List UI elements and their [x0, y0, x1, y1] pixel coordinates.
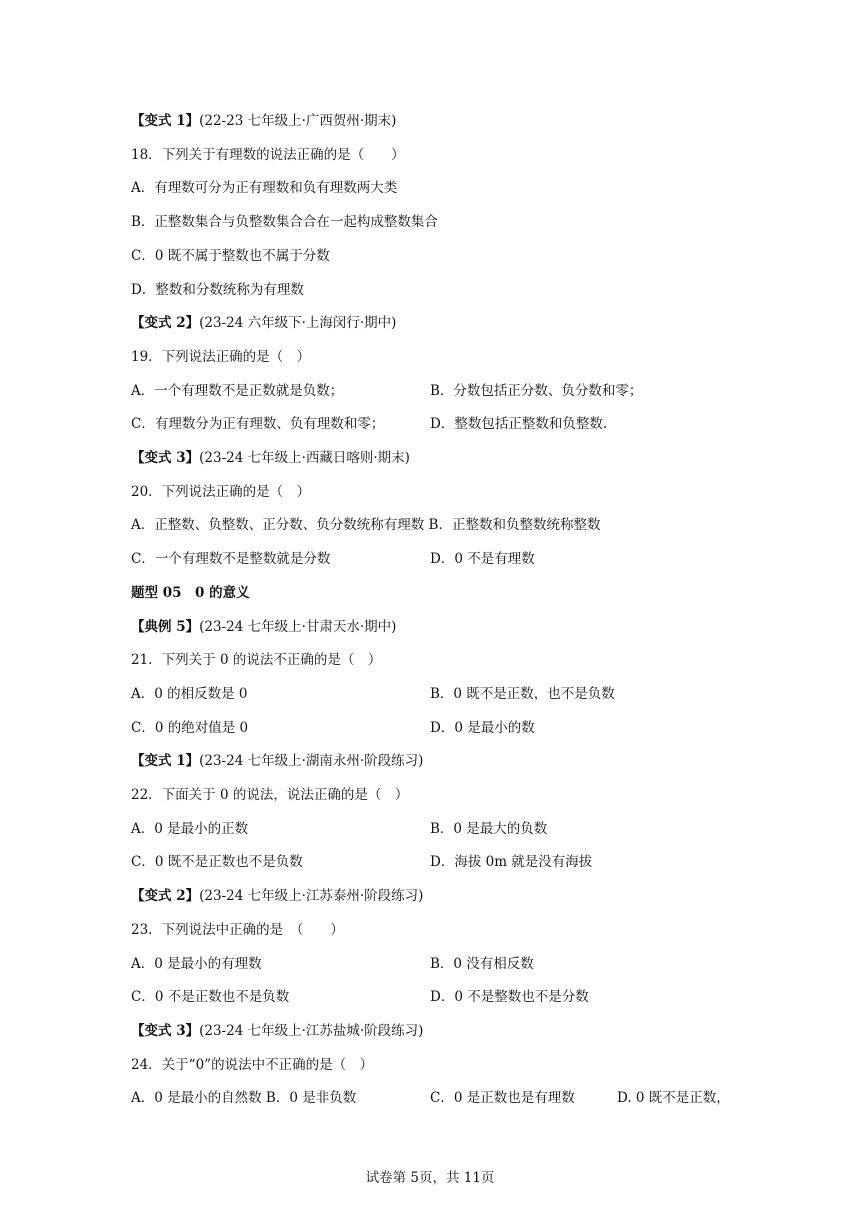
- option-right: B．0 是最大的负数: [430, 821, 548, 837]
- variant-source: [131, 449, 410, 467]
- question-stem: 19．下列说法正确的是（ ）: [131, 349, 311, 365]
- option-row: [131, 955, 534, 973]
- question-stem: 20．下列说法正确的是（ ）: [131, 484, 311, 500]
- option-row: [131, 988, 589, 1006]
- option-right: D．0 不是有理数: [430, 551, 535, 567]
- option-left: A．0 是最小的有理数: [131, 956, 262, 972]
- option-left: A．0 的相反数是 0: [131, 686, 248, 702]
- option-row: [131, 415, 608, 433]
- option-line: D．整数和分数统称为有理数: [131, 282, 304, 298]
- variant-source: [131, 314, 396, 332]
- option-left: C．有理数分为正有理数、负有理数和零；: [131, 416, 385, 432]
- variant-source: [131, 1022, 423, 1040]
- variant-source: [131, 112, 396, 130]
- option-left: C．0 的绝对值是 0: [131, 720, 249, 736]
- option-line: A．正整数、负整数、正分数、负分数统称有理数 B．正整数和负整数统称整数: [131, 517, 601, 533]
- variant-source: [131, 887, 423, 905]
- variant-label: 【变式 2】: [131, 315, 200, 331]
- option-row: [131, 550, 535, 568]
- variant-origin: (22-23 七年级上·广西贺州·期末): [199, 113, 397, 129]
- page-footer: 试卷第 5页，共 11页: [365, 1170, 495, 1186]
- option-line: B．正整数集合与负整数集合合在一起构成整数集合: [131, 214, 438, 230]
- option-d: D. 0 既不是正数，: [617, 1090, 730, 1106]
- option-row: [131, 685, 615, 703]
- option-right: D．0 不是整数也不是分数: [430, 989, 589, 1005]
- variant-label: 【变式 2】: [131, 888, 200, 904]
- variant-origin: (23-24 七年级上·西藏日喀则·期末): [199, 450, 410, 466]
- option-right: B．0 没有相反数: [430, 956, 534, 972]
- question-stem: 22．下面关于 0 的说法，说法正确的是（ ）: [131, 787, 409, 803]
- section-heading: 题型 05 0 的意义: [131, 585, 250, 601]
- option-line: C．0 既不属于整数也不属于分数: [131, 248, 330, 264]
- option-right: D．整数包括正整数和负整数.: [430, 416, 608, 432]
- option-left: A．0 是最小的正数: [131, 821, 249, 837]
- option-row: [131, 853, 593, 871]
- variant-origin: (23-24 七年级上·甘肃天水·期中): [199, 619, 397, 635]
- variant-label: 【变式 1】: [131, 753, 200, 769]
- option-ab: A．0 是最小的自然数 B．0 是非负数: [131, 1090, 357, 1106]
- option-right: B．分数包括正分数、负分数和零；: [430, 383, 643, 399]
- variant-label: 【变式 3】: [131, 1023, 200, 1039]
- question-stem: 18．下列关于有理数的说法正确的是（ ）: [131, 147, 405, 163]
- variant-source: [131, 752, 423, 770]
- variant-origin: (23-24 七年级上·湖南永州·阶段练习): [199, 753, 424, 769]
- option-left: A．一个有理数不是正数就是负数；: [131, 383, 344, 399]
- option-row: [131, 1089, 730, 1107]
- variant-label: 【变式 1】: [131, 113, 200, 129]
- variant-label: 【变式 3】: [131, 450, 200, 466]
- option-line: A．有理数可分为正有理数和负有理数两大类: [131, 180, 398, 196]
- variant-source: [131, 618, 396, 636]
- variant-origin: (23-24 七年级上·江苏泰州·阶段练习): [199, 888, 424, 904]
- option-row: [131, 820, 548, 838]
- question-stem: 21．下列关于 0 的说法不正确的是（ ）: [131, 652, 382, 668]
- option-right: D．海拔 0m 就是没有海拔: [430, 854, 593, 870]
- option-c: C．0 是正数也是有理数: [430, 1090, 575, 1106]
- option-row: [131, 382, 643, 400]
- option-right: B．0 既不是正数，也不是负数: [430, 686, 615, 702]
- question-stem: 23．下列说法中正确的是 （ ）: [131, 922, 344, 938]
- variant-origin: (23-24 六年级下·上海闵行·期中): [199, 315, 397, 331]
- option-left: C．0 既不是正数也不是负数: [131, 854, 303, 870]
- option-row: [131, 719, 535, 737]
- option-right: D．0 是最小的数: [430, 720, 535, 736]
- option-left: C．0 不是正数也不是负数: [131, 989, 290, 1005]
- option-left: C．一个有理数不是整数就是分数: [131, 551, 331, 567]
- question-stem: 24．关于“0”的说法中不正确的是（ ）: [131, 1057, 374, 1073]
- variant-label: 【典例 5】: [131, 619, 200, 635]
- variant-origin: (23-24 七年级上·江苏盐城·阶段练习): [199, 1023, 424, 1039]
